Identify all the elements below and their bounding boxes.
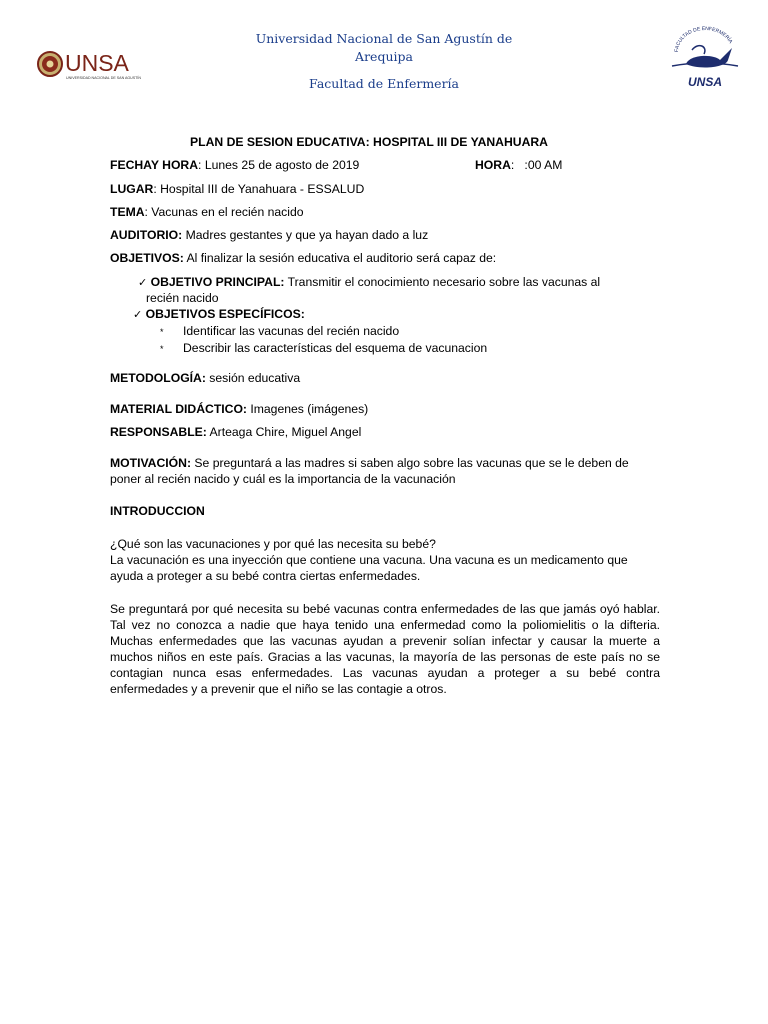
introduccion-paragraph: Se preguntará por qué necesita su bebé vacunas contra enfermedades de las que jamás oyó hablar. Tal vez no conozca a nadie que haya tenido una enfermedad como la poliomielitis o la difteria. Muchas enfermedades que las vacunas ayudan a prevenir solían infectar y causar la muerte a muchos niños en este país. Gracias a las vacunas, la mayoría de las personas de este país no se contagian nunca esas enfermedades. Las vacunas ayudan a proteger a su bebé contra enfermedades y a prevenir que el niño se las contagie a otros. bbox=[110, 602, 660, 696]
bullet-icon: * bbox=[160, 344, 164, 354]
faculty-name: Facultad de Enfermería bbox=[309, 76, 459, 91]
objetivos-especificos-label: OBJETIVOS ESPECÍFICOS: bbox=[145, 307, 305, 321]
metodologia-line bbox=[110, 370, 300, 386]
motivacion-label: MOTIVACIÓN: bbox=[110, 456, 192, 470]
material-value: Imagenes (imágenes) bbox=[246, 402, 369, 416]
objetivo-principal-cont: recién nacido bbox=[146, 291, 219, 305]
bullet-icon: * bbox=[160, 327, 164, 337]
objetivo-principal-line bbox=[138, 274, 600, 291]
hora-value: : :00 AM bbox=[510, 158, 563, 172]
logo-left-text: UNSA bbox=[65, 50, 129, 76]
auditorio-value: Madres gestantes y que ya hayan dado a luz bbox=[182, 228, 429, 242]
specific-objective-text: Identificar las vacunas del recién nacido bbox=[183, 324, 400, 338]
metodologia-value: sesión educativa bbox=[205, 371, 301, 385]
specific-objective-text: Describir las características del esquema de vacunacion bbox=[183, 341, 488, 355]
university-name-line2: Arequipa bbox=[355, 49, 413, 64]
material-line bbox=[110, 401, 368, 417]
material-label: MATERIAL DIDÁCTICO: bbox=[110, 402, 247, 416]
nursing-faculty-logo bbox=[668, 26, 742, 90]
objetivos-line bbox=[110, 250, 496, 266]
check-icon: ✓ bbox=[138, 276, 148, 289]
responsable-value: Arteaga Chire, Miguel Angel bbox=[206, 425, 362, 439]
logo-right-arc: FACULTAD DE ENFERMERÍA bbox=[673, 26, 734, 53]
fecha-hora-line bbox=[110, 157, 359, 173]
hora-line bbox=[475, 157, 562, 173]
lugar-line bbox=[110, 181, 364, 197]
logo-right-text: UNSA bbox=[687, 75, 723, 89]
check-icon: ✓ bbox=[133, 308, 143, 321]
responsable-line bbox=[110, 424, 361, 440]
responsable-label: RESPONSABLE: bbox=[110, 425, 207, 439]
specific-objective-item bbox=[160, 340, 488, 357]
metodologia-label: METODOLOGÍA: bbox=[110, 371, 206, 385]
introduccion-heading: INTRODUCCION bbox=[110, 504, 205, 518]
fecha-label: FECHAY HORA bbox=[110, 158, 199, 172]
hora-label: HORA bbox=[475, 158, 511, 172]
fecha-value: : Lunes 25 de agosto de 2019 bbox=[198, 158, 360, 172]
lugar-value: : Hospital III de Yanahuara - ESSALUD bbox=[153, 182, 365, 196]
lugar-label: LUGAR bbox=[110, 182, 154, 196]
auditorio-line bbox=[110, 227, 428, 243]
objetivos-especificos-line bbox=[133, 306, 305, 323]
objetivos-label: OBJETIVOS: bbox=[110, 251, 184, 265]
document-title: PLAN DE SESION EDUCATIVA: HOSPITAL III DE YANAHUARA bbox=[190, 135, 548, 149]
motivacion-value: Se preguntará a las madres si saben algo sobre las vacunas que se le deben de poner al recién nacido y cuál es la importancia de la vacunación bbox=[110, 456, 629, 486]
tema-value: : Vacunas en el recién nacido bbox=[144, 205, 304, 219]
university-name-line1: Universidad Nacional de San Agustín de bbox=[255, 31, 513, 46]
logo-left-subtext: UNIVERSIDAD NACIONAL DE SAN AGUSTÍN bbox=[66, 76, 141, 80]
objetivos-value: Al finalizar la sesión educativa el auditorio será capaz de: bbox=[183, 251, 497, 265]
specific-objective-item bbox=[160, 323, 400, 340]
objetivo-principal-label: OBJETIVO PRINCIPAL: bbox=[150, 275, 285, 289]
tema-line bbox=[110, 204, 304, 220]
introduccion-question: ¿Qué son las vacunaciones y por qué las necesita su bebé? bbox=[110, 537, 436, 551]
motivacion-paragraph bbox=[110, 455, 660, 487]
introduccion-answer: La vacunación es una inyección que contiene una vacuna. Una vacuna es un medicamento que ayuda a proteger a su bebé contra ciertas enfermedades. bbox=[110, 553, 628, 583]
unsa-logo bbox=[36, 40, 146, 90]
tema-label: TEMA bbox=[110, 205, 145, 219]
objetivo-principal-value: Transmitir el conocimiento necesario sobre las vacunas al bbox=[284, 275, 601, 289]
auditorio-label: AUDITORIO: bbox=[110, 228, 183, 242]
